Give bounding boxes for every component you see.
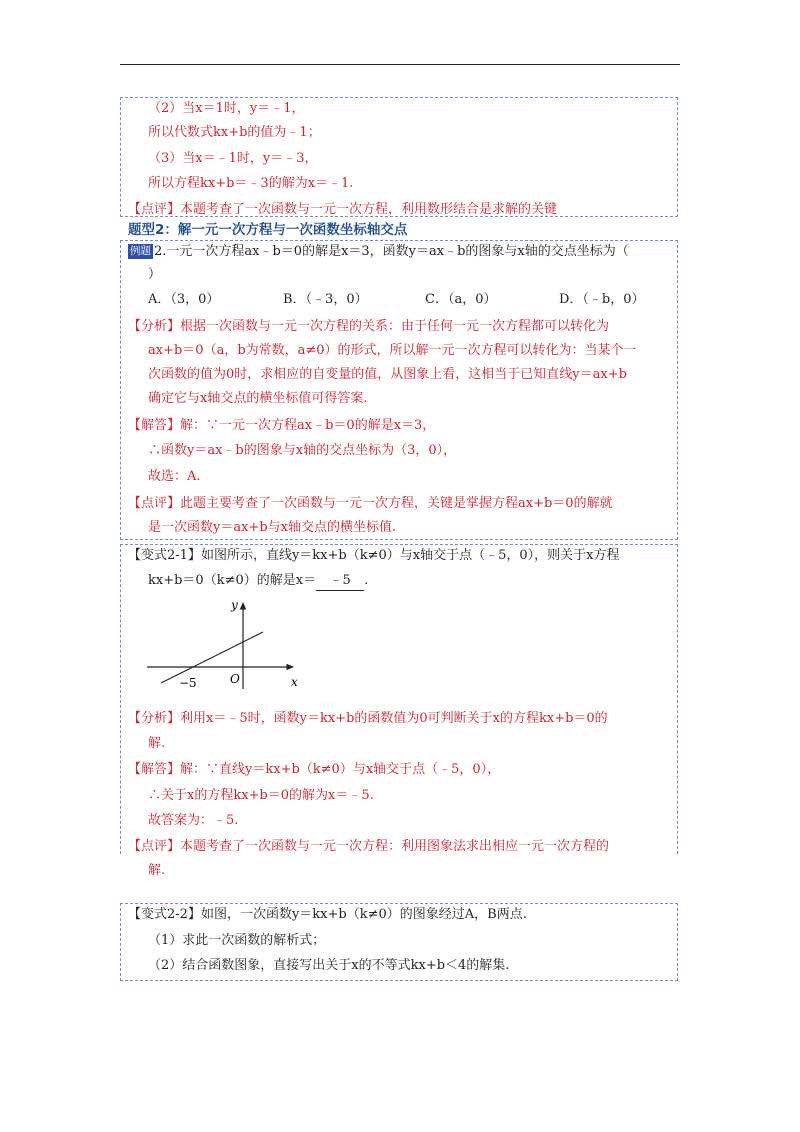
- option-c: C．（a，0）: [425, 292, 497, 307]
- variant-comment-line-1: [128, 838, 609, 856]
- analysis-tag: 【分析】: [128, 711, 181, 726]
- comment-2-line-2: 是一次函数y＝ax+b与x轴交点的横坐标值.: [148, 520, 397, 535]
- variant-2-1-question-line-2: [148, 572, 368, 591]
- variant-2-2-question-line-3: （2）结合函数图象，直接写出关于x的不等式kx+b＜4的解集.: [148, 958, 510, 973]
- variant-answer-line-1: [128, 761, 500, 779]
- comment-tag: 【点评】: [128, 839, 181, 854]
- analysis-line-1: [128, 318, 609, 336]
- example-badge: 例题: [130, 245, 151, 257]
- graph-line: [161, 632, 263, 683]
- solution-line-1: （2）当x＝1时，y＝﹣1，: [148, 101, 305, 116]
- solution-line-4: 所以方程kx+b＝﹣3的解为x＝﹣1.: [148, 176, 354, 191]
- example-question-line-1: [128, 243, 629, 261]
- example-question-line-2: ）: [148, 267, 162, 282]
- comment-2-line-1: [128, 495, 613, 513]
- variant-analysis-line-1: [128, 710, 608, 728]
- header-rule: [120, 64, 680, 65]
- comment-text-1: 此题主要考查了一次函数与一元一次方程，关键是掌握方程ax+b＝0的解就: [180, 496, 613, 511]
- answer-tag: 【解答】: [128, 418, 181, 433]
- comment-1: [128, 201, 557, 219]
- answer-line-2: ∴函数y＝ax﹣b的图象与x轴的交点坐标为（3，0），: [148, 443, 457, 458]
- analysis-line-4: 确定它与x轴交点的横坐标值可得答案.: [148, 391, 368, 406]
- variant-2-2-question-line-1: [128, 906, 527, 924]
- option-a: A．（3，0）: [148, 292, 220, 307]
- comment-text-1: 本题考查了一次函数与一元一次方程：利用图象法求出相应一元一次方程的: [180, 839, 610, 854]
- option-d: D．（﹣b，0）: [559, 292, 645, 307]
- y-axis-label: y: [231, 598, 238, 612]
- question-period: .: [364, 573, 369, 588]
- answer-line-3: 故选：A.: [148, 469, 201, 484]
- origin-label: O: [230, 672, 240, 686]
- analysis-text-1: 利用x＝﹣5时，函数y＝kx+b的函数值为0可判断关于x的方程kx+b＝0的: [180, 711, 608, 726]
- section-title: 题型2：解一元一次方程与一次函数坐标轴交点: [128, 222, 408, 238]
- answer-line-1: [128, 417, 435, 435]
- answer-text-1: 解：∵一元一次方程ax﹣b＝0的解是x＝3，: [180, 418, 436, 433]
- variant-analysis-line-2: 解.: [148, 736, 166, 751]
- comment-tag: 【点评】: [128, 496, 181, 511]
- comment-tag: 【点评】: [128, 202, 181, 217]
- answer-text-1: 解：∵直线y＝kx+b（k≠0）与x轴交于点（﹣5，0），: [180, 762, 501, 777]
- line-graph-figure: [145, 595, 310, 690]
- analysis-line-3: 次函数的值为0时，求相应的自变量的值，从图象上看，这相当于已知直线y＝ax+b: [148, 367, 627, 382]
- answer-tag: 【解答】: [128, 762, 181, 777]
- solution-line-3: （3）当x＝﹣1时，y＝﹣3，: [148, 151, 318, 166]
- variant-comment-line-2: 解.: [148, 863, 166, 878]
- variant-answer-line-2: ∴关于x的方程kx+b＝0的解为x＝﹣5.: [148, 788, 374, 803]
- variant-question-text: 如图所示，直线y＝kx+b（k≠0）与x轴交于点（﹣5，0），则关于x方程: [200, 548, 620, 563]
- variant-2-2-question-line-2: （1）求此一次函数的解析式；: [148, 933, 326, 948]
- variant-2-1-question-line-1: [128, 547, 619, 565]
- comment-text: 本题考查了一次函数与一元一次方程，利用数形结合是求解的关键: [180, 202, 558, 217]
- solution-line-2: 所以代数式kx+b的值为﹣1；: [148, 125, 321, 140]
- analysis-text-1: 根据一次函数与一元一次方程的关系：由于任何一元一次方程都可以转化为: [180, 319, 610, 334]
- analysis-line-2: ax+b＝0（a，b为常数，a≠0）的形式，所以解一元一次方程可以转化为：当某个一: [148, 343, 637, 358]
- variant-answer-line-3: 故答案为：﹣5.: [148, 813, 239, 828]
- answer-blank: ﹣5: [316, 572, 364, 591]
- option-b: B．（﹣3，0）: [283, 292, 368, 307]
- analysis-tag: 【分析】: [128, 319, 181, 334]
- x-axis-label: x: [291, 675, 298, 689]
- variant-tag: 【变式2-1】: [128, 548, 201, 563]
- variant-question-text: 如图，一次函数y＝kx+b（k≠0）的图象经过A，B两点.: [200, 907, 527, 922]
- point-label: −5: [179, 676, 197, 690]
- variant-tag: 【变式2-2】: [128, 907, 201, 922]
- variant-question-text-2: kx+b＝0（k≠0）的解是x＝: [148, 573, 317, 588]
- example-question-text: 2.一元一次方程ax﹣b＝0的解是x＝3，函数y＝ax﹣b的图象与x轴的交点坐标为（: [154, 244, 629, 259]
